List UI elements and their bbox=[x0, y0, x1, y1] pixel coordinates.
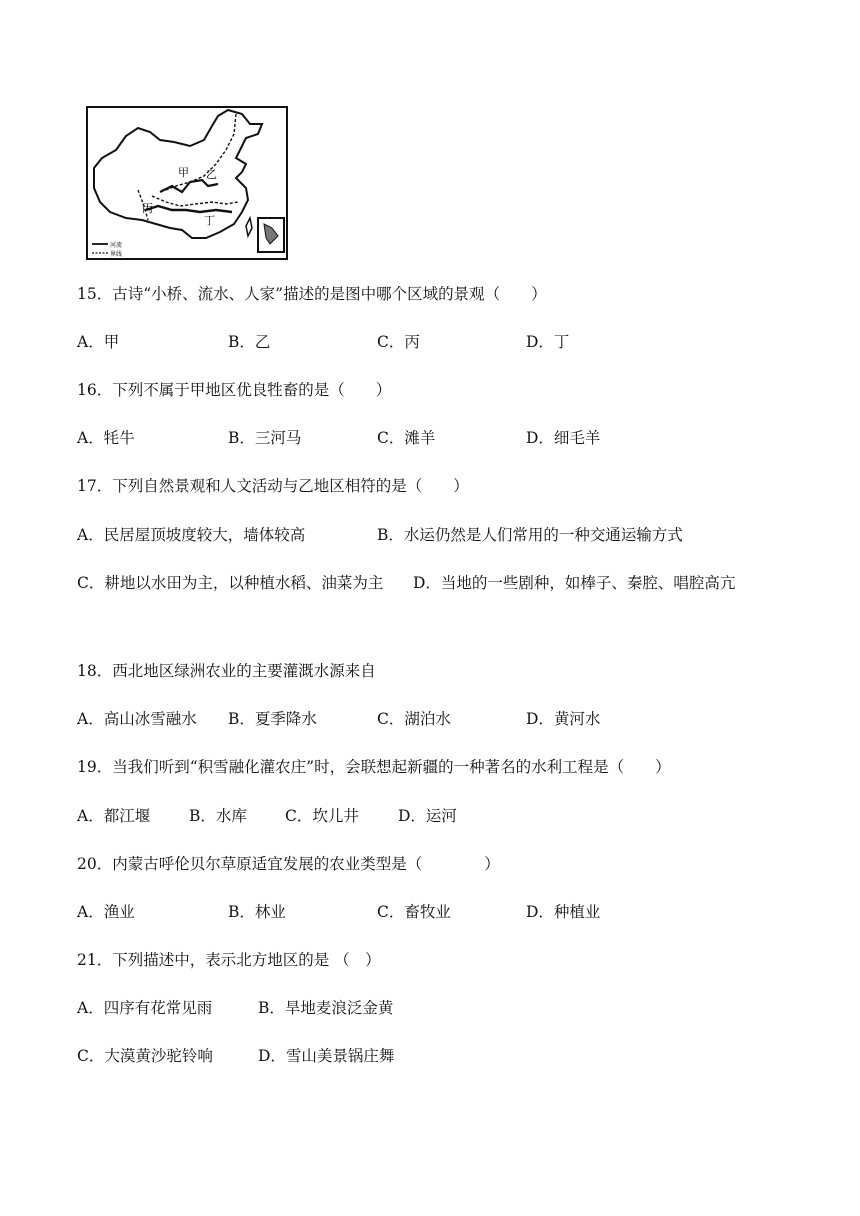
option-c[interactable]: C．大漠黄沙驼铃响 bbox=[77, 1047, 213, 1065]
option-d[interactable]: D．丁 bbox=[526, 333, 570, 351]
option-d[interactable]: D．种植业 bbox=[526, 903, 601, 921]
question-16-stem: 16．下列不属于甲地区优良牲畜的是（ ） bbox=[77, 381, 392, 399]
option-a[interactable]: A．四序有花常见雨 bbox=[77, 999, 213, 1017]
option-b[interactable]: B．林业 bbox=[228, 903, 286, 921]
option-a[interactable]: A．民居屋顶坡度较大，墙体较高 bbox=[77, 526, 306, 544]
question-21-stem: 21．下列描述中，表示北方地区的是 （ ） bbox=[77, 951, 381, 969]
region-label-bing: 丙 bbox=[142, 202, 153, 215]
option-b[interactable]: B．水库 bbox=[189, 807, 247, 825]
option-d[interactable]: D．细毛羊 bbox=[526, 429, 601, 447]
option-a[interactable]: A．渔业 bbox=[77, 903, 135, 921]
option-b[interactable]: B．乙 bbox=[228, 333, 271, 351]
question-15-stem: 15．古诗“小桥、流水、人家”描述的是图中哪个区域的景观（ ） bbox=[77, 285, 547, 303]
option-a[interactable]: A．都江堰 bbox=[77, 807, 151, 825]
option-a[interactable]: A．高山冰雪融水 bbox=[77, 710, 197, 728]
region-label-ding: 丁 bbox=[204, 214, 215, 227]
option-b[interactable]: B．三河马 bbox=[228, 429, 302, 447]
china-map-svg bbox=[86, 106, 288, 260]
option-c[interactable]: C．湖泊水 bbox=[377, 710, 451, 728]
region-label-yi: 乙 bbox=[206, 168, 217, 181]
option-b[interactable]: B．夏季降水 bbox=[228, 710, 317, 728]
option-c[interactable]: C．丙 bbox=[377, 333, 420, 351]
question-18-stem: 18．西北地区绿洲农业的主要灌溉水源来自 bbox=[77, 662, 376, 680]
option-c[interactable]: C．耕地以水田为主，以种植水稻、油菜为主 bbox=[77, 574, 384, 592]
legend-boundary-label: 界线 bbox=[110, 251, 123, 258]
question-19-stem: 19．当我们听到“积雪融化灌农庄”时，会联想起新疆的一种著名的水利工程是（ ） bbox=[77, 758, 671, 776]
region-label-jia: 甲 bbox=[178, 166, 189, 179]
option-c[interactable]: C．畜牧业 bbox=[377, 903, 451, 921]
question-20-stem: 20．内蒙古呼伦贝尔草原适宜发展的农业类型是（ ） bbox=[77, 855, 500, 873]
option-b[interactable]: B．旱地麦浪泛金黄 bbox=[258, 999, 394, 1017]
option-b[interactable]: B．水运仍然是人们常用的一种交通运输方式 bbox=[377, 526, 683, 544]
option-c[interactable]: C．滩羊 bbox=[377, 429, 436, 447]
question-17-stem: 17．下列自然景观和人文活动与乙地区相符的是（ ） bbox=[77, 477, 469, 495]
option-d[interactable]: D．雪山美景锅庄舞 bbox=[258, 1047, 395, 1065]
legend-river-label: 河流 bbox=[110, 242, 123, 249]
option-a[interactable]: A．甲 bbox=[77, 333, 120, 351]
china-map-figure bbox=[86, 106, 288, 260]
option-d[interactable]: D．运河 bbox=[398, 807, 457, 825]
option-a[interactable]: A．牦牛 bbox=[77, 429, 135, 447]
option-d[interactable]: D．黄河水 bbox=[526, 710, 601, 728]
option-c[interactable]: C．坎儿井 bbox=[285, 807, 359, 825]
option-d[interactable]: D．当地的一些剧种，如棒子、秦腔、唱腔高亢 bbox=[413, 574, 736, 592]
